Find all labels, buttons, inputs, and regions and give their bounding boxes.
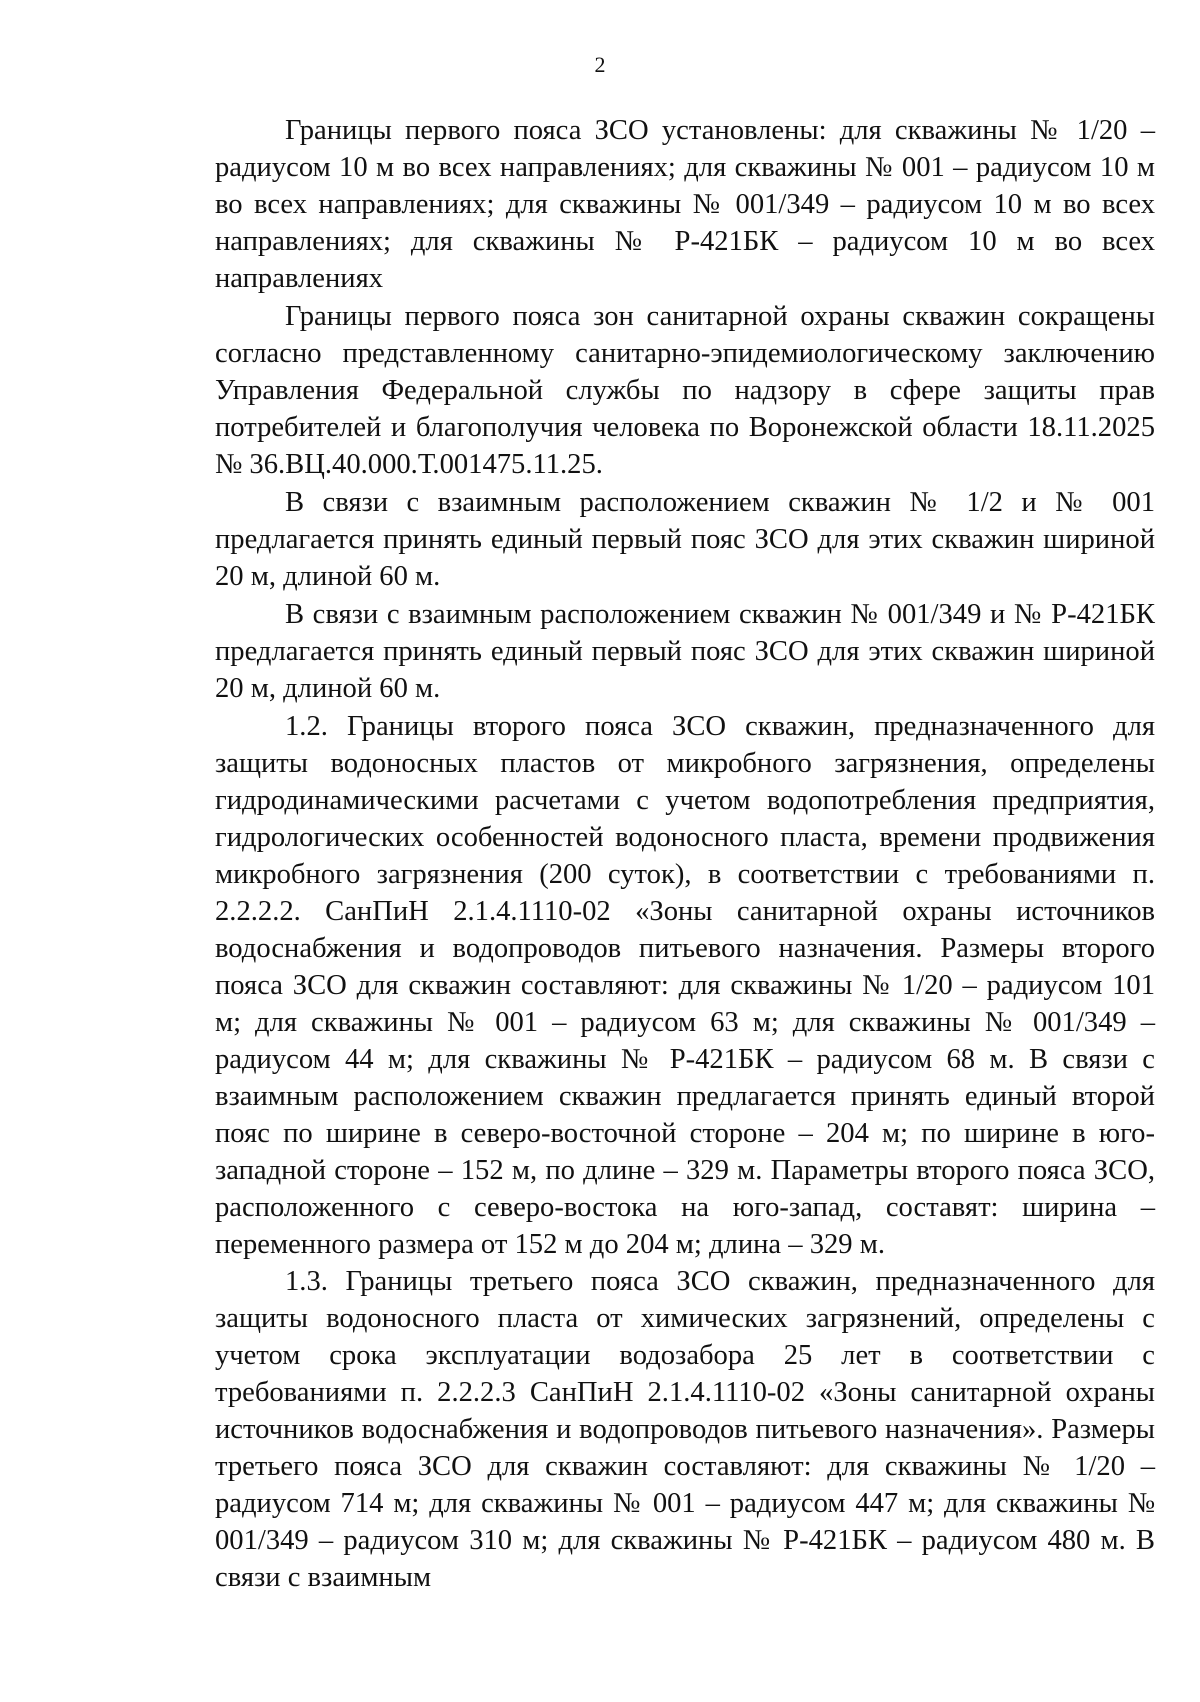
paragraph-first-belt-reduction: Границы первого пояса зон санитарной охраны скважин сокращены согласно представленному санитарно-эпидемиологическому заключению Управления Федеральной службы по надзору в сфере защиты прав потребителей и благополучия человека по Воронежской области 18.11.2025 № 36.ВЦ.40.000.Т.001475.11.25. <box>215 300 1155 480</box>
document-body <box>215 112 1155 1597</box>
paragraph-wells-001-349-and-r421bk: В связи с взаимным расположением скважин № 001/349 и № Р-421БК предлагается принять единый первый пояс ЗСО для этих скважин шириной 20 м, длиной 60 м. <box>215 598 1155 704</box>
paragraph-section-1-2: 1.2. Границы второго пояса ЗСО скважин, предназначенного для защиты водоносных пластов от микробного загрязнения, определены гидродинамическими расчетами с учетом водопотребления предприятия, гидрологических особенностей водоносного пласта, времени продвижения микробного загрязнения (200 суток), в соответствии с требованиями п. 2.2.2.2. СанПиН 2.1.4.1110-02 «Зоны санитарной охраны источников водоснабжения и водопроводов питьевого назначения. Размеры второго пояса ЗСО для скважин составляют: для скважины № 1/20 – радиусом 101 м; для скважины № 001 – радиусом 63 м; для скважины № 001/349 – радиусом 44 м; для скважины № Р-421БК – радиусом 68 м. В связи с взаимным расположением скважин предлагается принять единый второй пояс по ширине в северо-восточной стороне – 204 м; по ширине в юго-западной стороне – 152 м, по длине – 329 м. Параметры второго пояса ЗСО, расположенного с северо-востока на юго-запад, составят: ширина – переменного размера от 152 м до 204 м; длина – 329 м. <box>215 710 1155 1260</box>
paragraph-wells-1-2-and-001: В связи с взаимным расположением скважин № 1/2 и № 001 предлагается принять единый первый пояс ЗСО для этих скважин шириной 20 м, длиной 60 м. <box>215 486 1155 592</box>
paragraph-section-1-3: 1.3. Границы третьего пояса ЗСО скважин, предназначенного для защиты водоносного пласта от химических загрязнений, определены с учетом срока эксплуатации водозабора 25 лет в соответствии с требованиями п. 2.2.2.3 СанПиН 2.1.4.1110-02 «Зоны санитарной охраны источников водоснабжения и водопроводов питьевого назначения». Размеры третьего пояса ЗСО для скважин составляют: для скважины № 1/20 – радиусом 714 м; для скважины № 001 – радиусом 447 м; для скважины № 001/349 – радиусом 310 м; для скважины № Р-421БК – радиусом 480 м. В связи с взаимным <box>215 1266 1155 1594</box>
page-number: 2 <box>594 52 606 77</box>
paragraph-first-belt: Границы первого пояса ЗСО установлены: для скважины № 1/20 – радиусом 10 м во всех направлениях; для скважины № 001 – радиусом 10 м во всех направлениях; для скважины № 001/349 – радиусом 10 м во всех направлениях; для скважины № Р-421БК – радиусом 10 м во всех направлениях <box>215 115 1155 294</box>
